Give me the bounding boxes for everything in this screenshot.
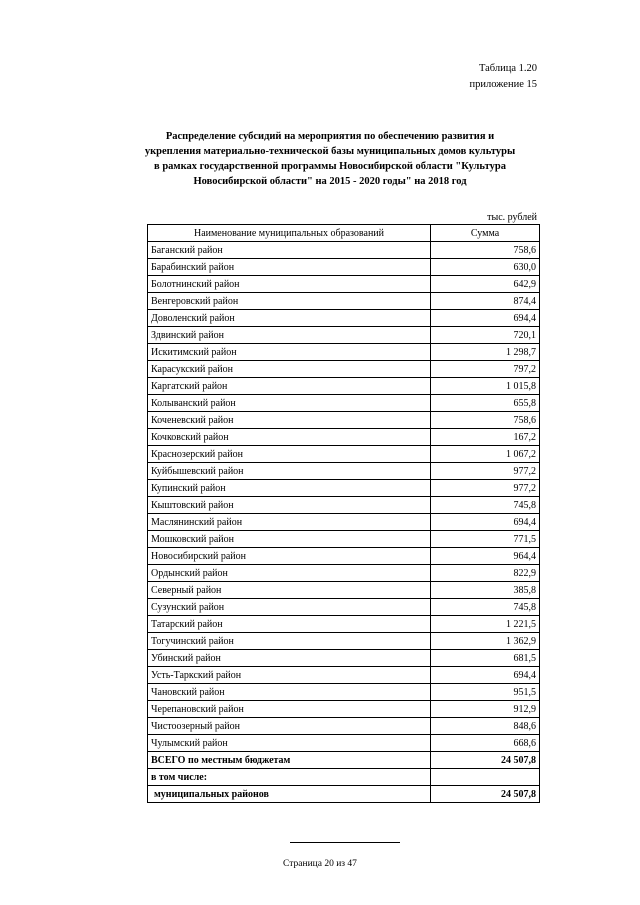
- table-row: [148, 548, 540, 565]
- table-row: [148, 310, 540, 327]
- row-name-cell: Здвинский район: [148, 327, 431, 344]
- row-sum-cell: 642,9: [431, 276, 540, 293]
- table-row: [148, 531, 540, 548]
- row-sum-cell: 668,6: [431, 735, 540, 752]
- appendix-label: приложение 15: [469, 79, 537, 90]
- row-name-cell: Маслянинский район: [148, 514, 431, 531]
- row-sum-cell: 694,4: [431, 514, 540, 531]
- row-name-cell: Убинский район: [148, 650, 431, 667]
- table-row: [148, 293, 540, 310]
- row-sum-cell: 24 507,8: [431, 752, 540, 769]
- row-name-cell: Искитимский район: [148, 344, 431, 361]
- row-name-cell: Татарский район: [148, 616, 431, 633]
- row-sum-cell: 797,2: [431, 361, 540, 378]
- municipal-row: [148, 786, 540, 803]
- row-name-cell: Куйбышевский район: [148, 463, 431, 480]
- table-row: [148, 514, 540, 531]
- row-sum-cell: 1 221,5: [431, 616, 540, 633]
- document-title: [120, 129, 540, 189]
- row-sum-cell: 681,5: [431, 650, 540, 667]
- total-row: [148, 752, 540, 769]
- row-sum-cell: 848,6: [431, 718, 540, 735]
- row-name-cell: в том числе:: [148, 769, 431, 786]
- row-sum-cell: 694,4: [431, 667, 540, 684]
- title-line: укрепления материально-технической базы муниципальных домов культуры: [144, 146, 516, 157]
- units-label: тыс. рублей: [487, 212, 537, 223]
- row-name-cell: Доволенский район: [148, 310, 431, 327]
- row-sum-cell: 655,8: [431, 395, 540, 412]
- row-name-cell: Чистоозерный район: [148, 718, 431, 735]
- row-name-cell: Коченевский район: [148, 412, 431, 429]
- row-sum-cell: 822,9: [431, 565, 540, 582]
- row-sum-cell: 951,5: [431, 684, 540, 701]
- table-row: [148, 242, 540, 259]
- table-row: [148, 616, 540, 633]
- row-name-cell: Черепановский район: [148, 701, 431, 718]
- row-name-cell: Карасукский район: [148, 361, 431, 378]
- row-name-cell: Барабинский район: [148, 259, 431, 276]
- row-name-cell: Каргатский район: [148, 378, 431, 395]
- row-name-cell: Северный район: [148, 582, 431, 599]
- table-row: [148, 446, 540, 463]
- footer-separator: [290, 842, 400, 843]
- table-row: [148, 701, 540, 718]
- row-sum-cell: 745,8: [431, 599, 540, 616]
- table-row: [148, 463, 540, 480]
- table-row: [148, 412, 540, 429]
- row-sum-cell: 1 362,9: [431, 633, 540, 650]
- row-sum-cell: 1 015,8: [431, 378, 540, 395]
- row-sum-cell: 745,8: [431, 497, 540, 514]
- table-row: [148, 582, 540, 599]
- row-sum-cell: [431, 769, 540, 786]
- row-name-cell: Чулымский район: [148, 735, 431, 752]
- table-number-label: Таблица 1.20: [478, 63, 537, 74]
- table-row: [148, 735, 540, 752]
- row-sum-cell: 977,2: [431, 463, 540, 480]
- row-sum-cell: 771,5: [431, 531, 540, 548]
- table-row: [148, 633, 540, 650]
- title-line: Новосибирской области" на 2015 - 2020 годы" на 2018 год: [193, 176, 467, 187]
- table-row: [148, 259, 540, 276]
- row-sum-cell: 1 298,7: [431, 344, 540, 361]
- including-row: [148, 769, 540, 786]
- table-row: [148, 327, 540, 344]
- row-name-cell: Болотнинский район: [148, 276, 431, 293]
- row-name-cell: Колыванский район: [148, 395, 431, 412]
- row-name-cell: Сузунский район: [148, 599, 431, 616]
- table-row: [148, 378, 540, 395]
- row-name-cell: Баганский район: [148, 242, 431, 259]
- table-row: [148, 667, 540, 684]
- table-row: [148, 276, 540, 293]
- title-line: Распределение субсидий на мероприятия по обеспечению развития и: [165, 131, 495, 142]
- row-sum-cell: 964,4: [431, 548, 540, 565]
- row-sum-cell: 167,2: [431, 429, 540, 446]
- row-sum-cell: 977,2: [431, 480, 540, 497]
- row-name-cell: Мошковский район: [148, 531, 431, 548]
- row-sum-cell: 758,6: [431, 242, 540, 259]
- table-header-row: [148, 225, 540, 242]
- table-row: [148, 650, 540, 667]
- column-header-name: Наименование муниципальных образований: [148, 225, 431, 242]
- table-row: [148, 395, 540, 412]
- column-header-sum: Сумма: [431, 225, 540, 242]
- table-row: [148, 361, 540, 378]
- table-row: [148, 684, 540, 701]
- row-sum-cell: 1 067,2: [431, 446, 540, 463]
- table-row: [148, 565, 540, 582]
- row-name-cell: Венгеровский район: [148, 293, 431, 310]
- row-name-cell: Кыштовский район: [148, 497, 431, 514]
- table-row: [148, 429, 540, 446]
- row-name-cell: Кочковский район: [148, 429, 431, 446]
- page-number: Страница 20 из 47: [283, 859, 357, 869]
- row-sum-cell: 630,0: [431, 259, 540, 276]
- subsidy-table: [147, 224, 540, 803]
- table-row: [148, 344, 540, 361]
- row-name-cell: Ордынский район: [148, 565, 431, 582]
- row-name-cell: Чановский район: [148, 684, 431, 701]
- row-sum-cell: 912,9: [431, 701, 540, 718]
- row-name-cell: Купинский район: [148, 480, 431, 497]
- row-name-cell: ВСЕГО по местным бюджетам: [148, 752, 431, 769]
- table-row: [148, 718, 540, 735]
- table-row: [148, 599, 540, 616]
- table-row: [148, 480, 540, 497]
- title-line: в рамках государственной программы Новосибирской области "Культура: [154, 161, 506, 172]
- row-sum-cell: 874,4: [431, 293, 540, 310]
- row-name-cell: муниципальных районов: [148, 786, 431, 803]
- row-name-cell: Новосибирский район: [148, 548, 431, 565]
- table-row: [148, 497, 540, 514]
- row-sum-cell: 758,6: [431, 412, 540, 429]
- row-sum-cell: 385,8: [431, 582, 540, 599]
- row-sum-cell: 720,1: [431, 327, 540, 344]
- row-name-cell: Тогучинский район: [148, 633, 431, 650]
- row-name-cell: Краснозерский район: [148, 446, 431, 463]
- row-sum-cell: 24 507,8: [431, 786, 540, 803]
- row-name-cell: Усть-Таркский район: [148, 667, 431, 684]
- row-sum-cell: 694,4: [431, 310, 540, 327]
